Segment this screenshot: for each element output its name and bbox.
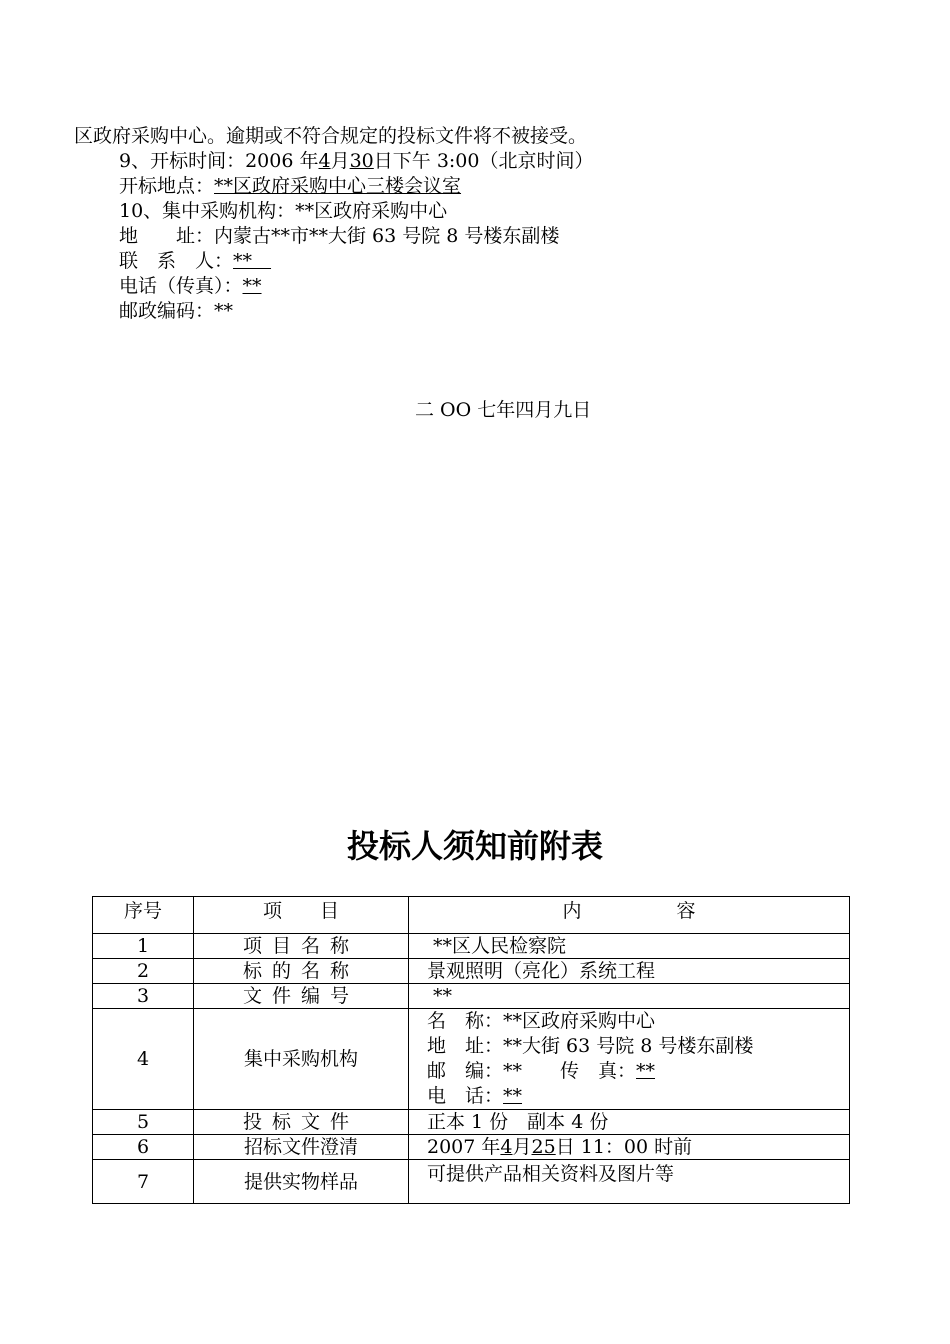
document-date: 二 OO 七年四月九日 [415, 399, 592, 421]
fax-value: ** [636, 1060, 656, 1082]
body-line-1: 区政府采购中心。逾期或不符合规定的投标文件将不被接受。 [74, 125, 588, 147]
contact-person [119, 249, 271, 273]
row-item: 投标文件 [194, 1110, 409, 1135]
page-title: 投标人须知前附表 [346, 827, 603, 865]
row-content: ** [409, 984, 850, 1009]
table-header-row [93, 897, 850, 934]
clarify-day: 25 [531, 1136, 556, 1158]
phone-fax [119, 274, 262, 298]
bid-opening-month: 4 [318, 150, 331, 172]
row-no: 2 [93, 959, 194, 984]
row-content: 正本 1 份 副本 4 份 [409, 1110, 850, 1135]
row-no: 1 [93, 934, 194, 959]
row-item: 提供实物样品 [194, 1160, 409, 1204]
row-item: 标的名称 [194, 959, 409, 984]
table-row [93, 1160, 850, 1204]
contact-person-value: ** [233, 250, 272, 272]
agency-name-line: 名 称：**区政府采购中心 [427, 1010, 656, 1032]
row-item: 文件编号 [194, 984, 409, 1009]
header-no: 序号 [93, 897, 194, 934]
row-no: 7 [93, 1160, 194, 1204]
postal-fax-label: 邮 编：** 传 真： [427, 1060, 637, 1082]
row-content [409, 1135, 850, 1160]
bidder-notice-table [92, 896, 850, 1204]
agency-address: 地 址：内蒙古**市**大街 63 号院 8 号楼东副楼 [119, 225, 560, 247]
row-item: 招标文件澄清 [194, 1135, 409, 1160]
agency-address-line: 地 址：**大街 63 号院 8 号楼东副楼 [427, 1035, 754, 1057]
table-row [93, 934, 850, 959]
row-content [409, 1009, 850, 1110]
contact-person-label: 联 系 人： [119, 250, 234, 272]
bid-opening-time [119, 149, 594, 173]
phone-value: ** [503, 1085, 523, 1107]
bid-opening-location-value: **区政府采购中心三楼会议室 [214, 175, 462, 197]
header-item: 项 目 [194, 897, 409, 934]
bid-opening-day: 30 [349, 150, 374, 172]
row-no: 4 [93, 1009, 194, 1110]
table-row [93, 1009, 850, 1110]
agency-phone-line [427, 1084, 849, 1109]
postal-code: 邮政编码：** [119, 300, 234, 322]
bid-opening-location-label: 开标地点： [119, 175, 215, 197]
row-no: 3 [93, 984, 194, 1009]
bid-opening-location [119, 174, 461, 198]
phone-fax-label: 电话（传真）： [119, 275, 243, 297]
table-row [93, 959, 850, 984]
table-row [93, 1135, 850, 1160]
header-content: 内 容 [409, 897, 850, 934]
clarify-year: 2007 年 [427, 1136, 501, 1158]
bid-opening-time-label: 9、开标时间：2006 年 [119, 150, 319, 172]
phone-fax-value: ** [242, 275, 262, 297]
month-char: 月 [330, 150, 350, 172]
row-content: 景观照明（亮化）系统工程 [409, 959, 850, 984]
table-row [93, 1110, 850, 1135]
phone-label: 电 话： [427, 1085, 504, 1107]
clarify-month-char: 月 [512, 1136, 532, 1158]
bid-opening-time-rest: 日下午 3:00（北京时间） [373, 150, 594, 172]
row-item: 集中采购机构 [194, 1009, 409, 1110]
agency-postal-fax-line [427, 1059, 849, 1084]
clarify-month: 4 [500, 1136, 513, 1158]
row-content: 可提供产品相关资料及图片等 [409, 1160, 850, 1204]
row-content: **区人民检察院 [409, 934, 850, 959]
row-item: 项目名称 [194, 934, 409, 959]
clarify-time: 日 11：00 时前 [555, 1136, 693, 1158]
row-no: 5 [93, 1110, 194, 1135]
table-row [93, 984, 850, 1009]
row-no: 6 [93, 1135, 194, 1160]
procurement-agency: 10、集中采购机构：**区政府采购中心 [119, 200, 448, 222]
